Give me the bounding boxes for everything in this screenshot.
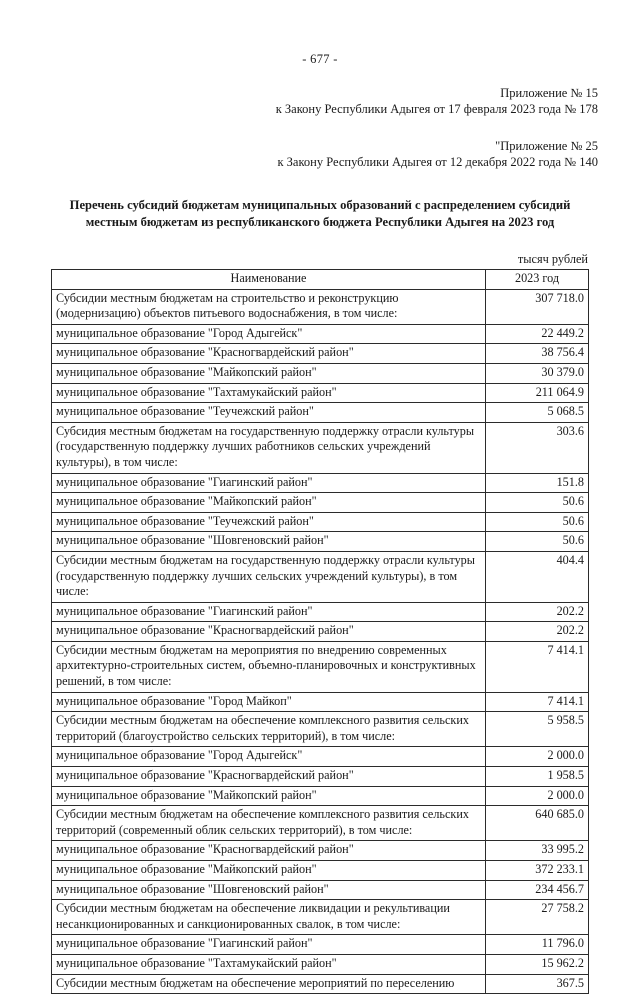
table-row [52, 324, 589, 344]
table-row [52, 641, 589, 692]
subsidy-amount: 7 414.1 [486, 641, 589, 692]
subsidy-amount: 234 456.7 [486, 880, 589, 900]
appendix-secondary-title: "Приложение № 25 [495, 139, 598, 153]
subsidy-group-name: Субсидия местным бюджетам на государственную поддержку отрасли культуры (государственную поддержку лучших работников сельских учреждений культуры), в том числе: [52, 422, 486, 473]
table-body [52, 289, 589, 994]
page-number: - 677 - [302, 52, 338, 66]
table-row [52, 289, 589, 324]
appendix-primary-title: Приложение № 15 [500, 86, 598, 100]
table-row [52, 493, 589, 513]
subsidy-amount: 640 685.0 [486, 806, 589, 841]
units-label: тысяч рублей [517, 252, 588, 266]
table-row [52, 935, 589, 955]
subsidy-amount: 22 449.2 [486, 324, 589, 344]
table-row [52, 422, 589, 473]
municipality-name: муниципальное образование "Майкопский район" [52, 363, 486, 383]
subsidy-group-name: Субсидии местным бюджетам на строительство и реконструкцию (модернизацию) объектов питьевого водоснабжения, в том числе: [52, 289, 486, 324]
subsidy-group-name: Субсидии местным бюджетам на обеспечение мероприятий по переселению [52, 974, 486, 994]
table-row [52, 473, 589, 493]
table-row [52, 747, 589, 767]
municipality-name: муниципальное образование "Красногвардейский район" [52, 344, 486, 364]
subsidy-group-name: Субсидии местным бюджетам на обеспечение комплексного развития сельских территорий (благоустройство сельских территорий), в том числе: [52, 712, 486, 747]
table-row [52, 551, 589, 602]
subsidy-amount: 5 068.5 [486, 403, 589, 423]
municipality-name: муниципальное образование "Шовгеновский район" [52, 532, 486, 552]
subsidies-table [51, 269, 589, 994]
subsidy-amount: 211 064.9 [486, 383, 589, 403]
table-row [52, 806, 589, 841]
subsidy-amount: 7 414.1 [486, 692, 589, 712]
subsidy-amount: 33 995.2 [486, 841, 589, 861]
municipality-name: муниципальное образование "Гиагинский район" [52, 473, 486, 493]
municipality-name: муниципальное образование "Теучежский район" [52, 403, 486, 423]
page-title [46, 197, 594, 231]
subsidy-amount: 367.5 [486, 974, 589, 994]
municipality-name: муниципальное образование "Гиагинский район" [52, 935, 486, 955]
subsidy-amount: 1 958.5 [486, 767, 589, 787]
table-row [52, 712, 589, 747]
subsidy-amount: 11 796.0 [486, 935, 589, 955]
table-row [52, 786, 589, 806]
column-header-name: Наименование [52, 270, 486, 290]
municipality-name: муниципальное образование "Теучежский район" [52, 512, 486, 532]
subsidy-amount: 27 758.2 [486, 900, 589, 935]
subsidy-amount: 50.6 [486, 493, 589, 513]
municipality-name: муниципальное образование "Гиагинский район" [52, 602, 486, 622]
table-row [52, 841, 589, 861]
subsidy-group-name: Субсидии местным бюджетам на обеспечение ликвидации и рекультивации несанкционированных и санкционированных свалок, в том числе: [52, 900, 486, 935]
subsidy-amount: 38 756.4 [486, 344, 589, 364]
subsidy-amount: 202.2 [486, 622, 589, 642]
municipality-name: муниципальное образование "Город Адыгейск" [52, 747, 486, 767]
table-row [52, 767, 589, 787]
municipality-name: муниципальное образование "Город Майкоп" [52, 692, 486, 712]
appendix-reference-secondary [0, 138, 640, 170]
municipality-name: муниципальное образование "Красногвардейский район" [52, 622, 486, 642]
subsidy-amount: 2 000.0 [486, 786, 589, 806]
subsidy-amount: 202.2 [486, 602, 589, 622]
table-row [52, 532, 589, 552]
page-title-line-2: местным бюджетам из республиканского бюджета Республики Адыгея на 2023 год [85, 215, 555, 229]
table-row [52, 880, 589, 900]
table-row [52, 383, 589, 403]
subsidy-group-name: Субсидии местным бюджетам на обеспечение комплексного развития сельских территорий (современный облик сельских территорий), в том числе: [52, 806, 486, 841]
subsidy-amount: 5 958.5 [486, 712, 589, 747]
subsidy-amount: 307 718.0 [486, 289, 589, 324]
table-row [52, 861, 589, 881]
table-row [52, 974, 589, 994]
subsidy-amount: 50.6 [486, 512, 589, 532]
table-row [52, 403, 589, 423]
appendix-secondary-law: к Закону Республики Адыгея от 12 декабря 2022 года № 140 [277, 155, 598, 169]
table-header-row [52, 270, 589, 290]
subsidy-amount: 303.6 [486, 422, 589, 473]
municipality-name: муниципальное образование "Майкопский район" [52, 861, 486, 881]
appendix-primary-law: к Закону Республики Адыгея от 17 февраля 2023 года № 178 [275, 102, 598, 116]
table-row [52, 954, 589, 974]
page-title-line-1: Перечень субсидий бюджетам муниципальных образований с распределением субсидий [69, 198, 571, 212]
municipality-name: муниципальное образование "Тахтамукайский район" [52, 954, 486, 974]
appendix-reference-primary [0, 85, 640, 117]
municipality-name: муниципальное образование "Шовгеновский район" [52, 880, 486, 900]
subsidy-amount: 50.6 [486, 532, 589, 552]
table-row [52, 344, 589, 364]
table-row [52, 692, 589, 712]
subsidy-amount: 2 000.0 [486, 747, 589, 767]
document-page [0, 52, 640, 990]
municipality-name: муниципальное образование "Майкопский район" [52, 493, 486, 513]
subsidy-amount: 151.8 [486, 473, 589, 493]
municipality-name: муниципальное образование "Тахтамукайский район" [52, 383, 486, 403]
municipality-name: муниципальное образование "Майкопский район" [52, 786, 486, 806]
municipality-name: муниципальное образование "Красногвардейский район" [52, 841, 486, 861]
subsidy-amount: 372 233.1 [486, 861, 589, 881]
municipality-name: муниципальное образование "Город Адыгейск" [52, 324, 486, 344]
table-row [52, 622, 589, 642]
subsidy-amount: 30 379.0 [486, 363, 589, 383]
subsidy-group-name: Субсидии местным бюджетам на мероприятия по внедрению современных архитектурно-строительных систем, объемно-планировочных и конструктивных решений, в том числе: [52, 641, 486, 692]
column-header-value: 2023 год [486, 270, 589, 290]
table-row [52, 512, 589, 532]
table-row [52, 363, 589, 383]
subsidy-amount: 404.4 [486, 551, 589, 602]
subsidy-amount: 15 962.2 [486, 954, 589, 974]
table-row [52, 602, 589, 622]
municipality-name: муниципальное образование "Красногвардейский район" [52, 767, 486, 787]
subsidy-group-name: Субсидии местным бюджетам на государственную поддержку отрасли культуры (государственную поддержку лучших сельских учреждений культуры), в том числе: [52, 551, 486, 602]
